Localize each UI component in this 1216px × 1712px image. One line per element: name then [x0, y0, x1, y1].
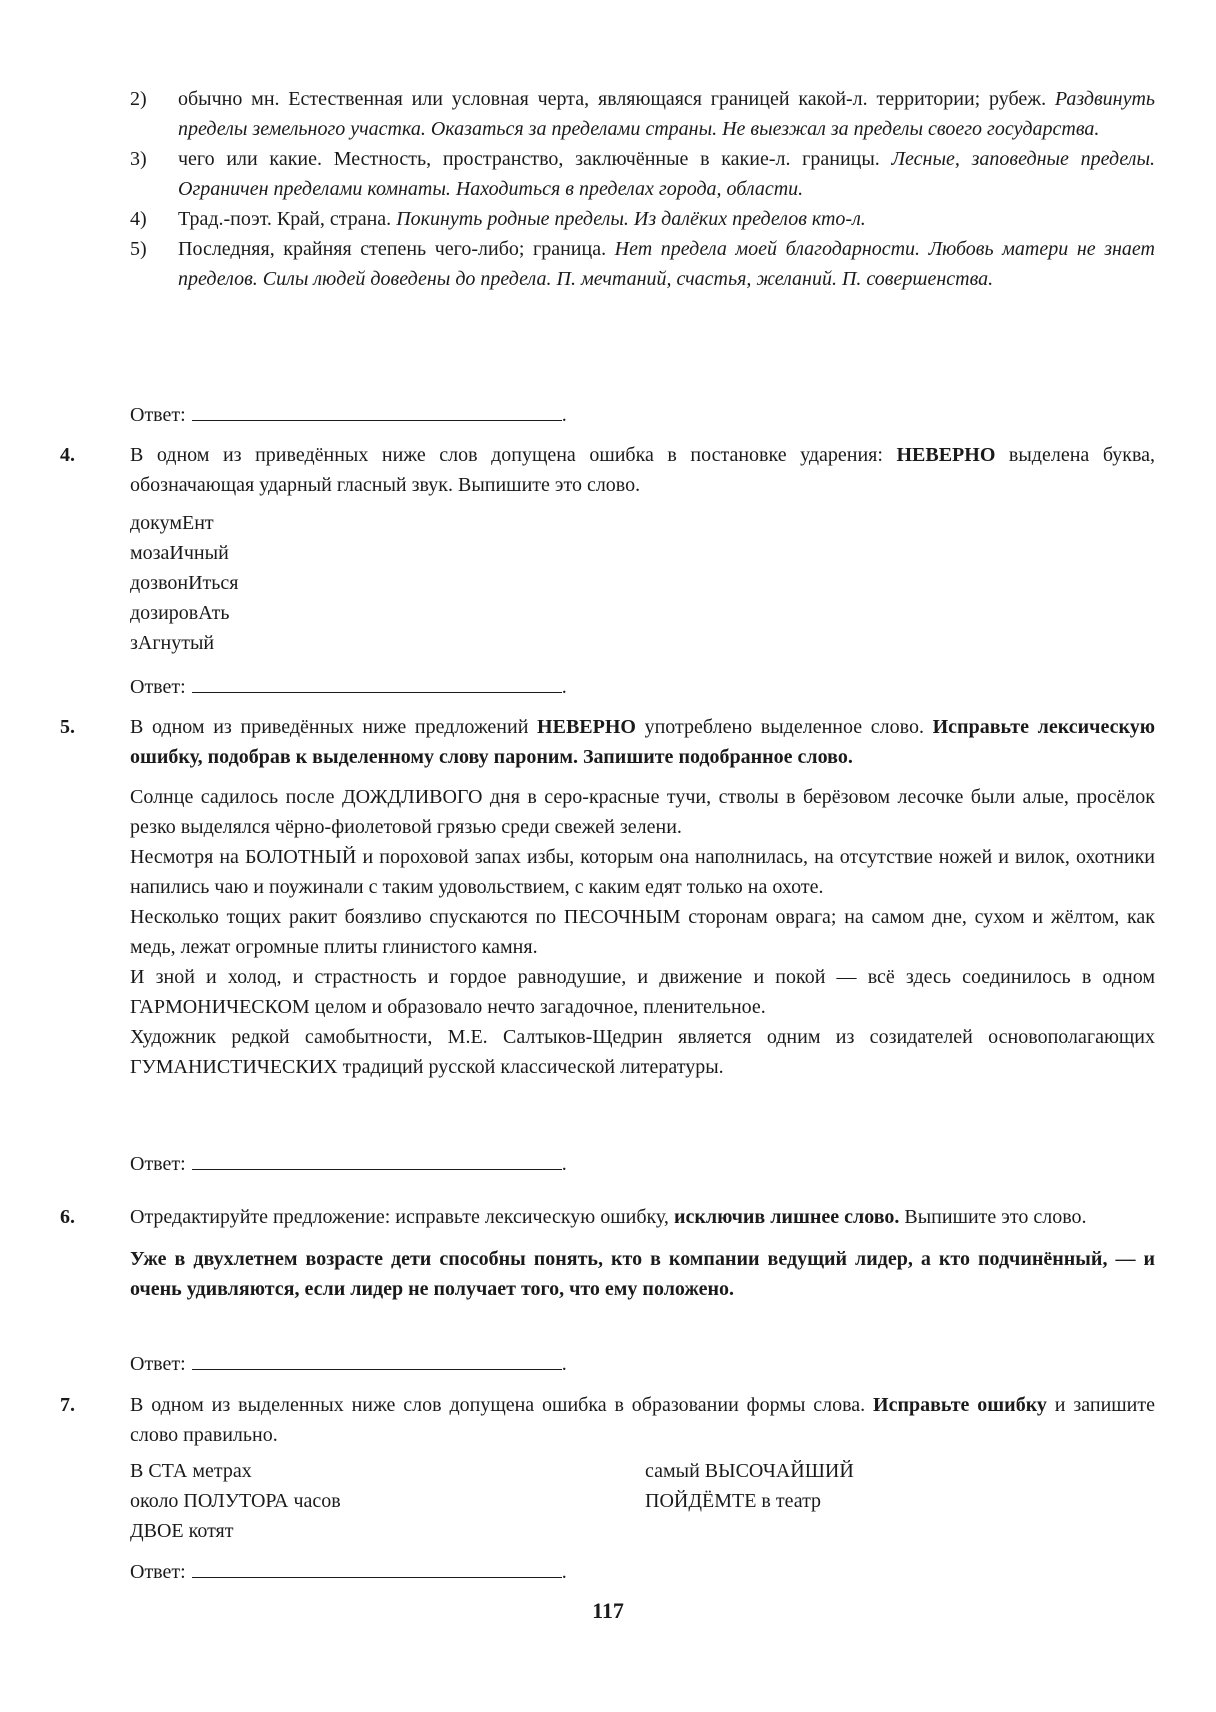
answer-label: Ответ: — [130, 676, 186, 698]
answer-row-task7 — [130, 1555, 567, 1587]
definition-examples: Нет предела моей благодарности. Любовь матери не знает пределов. Силы людей доведены до предела. П. мечтаний, счастья, желаний. П. совершенства. — [178, 238, 1155, 290]
answer-row-task3 — [130, 398, 567, 430]
task-7-left-column — [130, 1456, 645, 1546]
definition-examples: Покинуть родные пределы. Из далёких пределов кто-л. — [396, 208, 866, 230]
answer-label: Ответ: — [130, 404, 186, 426]
answer-dot: . — [561, 676, 567, 698]
list-item: И зной и холод, и страстность и гордое равнодушие, и движение и покой — всё здесь соединилось в одном ГАРМОНИЧЕСКОМ целом и образовало нечто загадочное, пленительное. — [130, 966, 1155, 1018]
answer-row-task4 — [130, 670, 567, 702]
task-4 — [130, 440, 1155, 658]
list-item: ДВОЕ котят — [130, 1520, 234, 1542]
list-item: В СТА метрах — [130, 1460, 252, 1482]
definition-text: Трад.-поэт. Край, страна. — [178, 208, 397, 230]
answer-field[interactable] — [192, 1555, 562, 1578]
task-5-sentences — [130, 782, 1155, 1082]
definition-text: обычно мн. Естественная или условная черта, являющаяся границей какой-л. территории; рубеж. — [178, 88, 1055, 110]
answer-field[interactable] — [192, 1347, 562, 1370]
definition-number: 3) — [130, 148, 147, 170]
task-number-6: 6. — [60, 1206, 75, 1228]
list-item: Солнце садилось после ДОЖДЛИВОГО дня в серо-красные тучи, стволы в берёзовом лесочке были алые, просёлок резко выделялся чёрно-фиолетовой грязью среди свежей зелени. — [130, 786, 1155, 838]
answer-dot: . — [561, 1353, 567, 1375]
task-7 — [130, 1390, 1155, 1546]
task-5-prompt: В одном из приведённых ниже предложений НЕВЕРНО употреблено выделенное слово. Исправьте лексическую ошибку, подобрав к выделенному слову пароним. Запишите подобранное слово. — [130, 716, 1155, 768]
definition-number: 2) — [130, 88, 147, 110]
task-6 — [130, 1202, 1155, 1304]
list-item: Художник редкой самобытности, М.Е. Салтыков-Щедрин является одним из созидателей основополагающих ГУМАНИСТИЧЕСКИХ традиций русской классической литературы. — [130, 1026, 1155, 1078]
task-7-prompt: В одном из выделенных ниже слов допущена ошибка в образовании формы слова. Исправьте ошибку и запишите слово правильно. — [130, 1394, 1155, 1446]
task-4-prompt: В одном из приведённых ниже слов допущена ошибка в постановке ударения: НЕВЕРНО выделена буква, обозначающая ударный гласный звук. Выпишите это слово. — [130, 444, 1156, 496]
answer-row-task6 — [130, 1347, 567, 1379]
list-item: дозвонИться — [130, 572, 239, 594]
task-7-options — [130, 1456, 1155, 1546]
answer-dot: . — [561, 1153, 567, 1175]
task-6-sentence: Уже в двухлетнем возрасте дети способны понять, кто в компании ведущий лидер, а кто подчинённый, — и очень удивляются, если лидер не получает того, что ему положено. — [130, 1248, 1155, 1300]
answer-dot: . — [561, 404, 567, 426]
definition-number: 4) — [130, 208, 147, 230]
list-item: зАгнутый — [130, 632, 215, 654]
list-item: Несколько тощих ракит боязливо спускаются по ПЕСОЧНЫМ сторонам оврага; на самом дне, сухом и жёлтом, как медь, лежат огромные плиты глинистого камня. — [130, 906, 1155, 958]
definition-number: 5) — [130, 238, 147, 260]
task-number-5: 5. — [60, 716, 75, 738]
task-number-4: 4. — [60, 444, 75, 466]
definition-text: чего или какие. Местность, пространство, заключённые в какие-л. границы. — [178, 148, 892, 170]
page-number: 117 — [592, 1598, 624, 1623]
task-4-word-list — [130, 508, 1155, 658]
answer-field[interactable] — [192, 1147, 562, 1170]
task-number-7: 7. — [60, 1394, 75, 1416]
list-item: мозаИчный — [130, 542, 229, 564]
answer-field[interactable] — [192, 398, 562, 421]
answer-label: Ответ: — [130, 1561, 186, 1583]
task-5-instruction: Исправьте лексическую ошибку, подобрав к выделенному слову пароним. Запишите подобранное слово. — [130, 716, 1155, 768]
list-item: Несмотря на БОЛОТНЫЙ и пороховой запах избы, которым она наполнилась, на отсутствие ножей и вилок, охотники напились чаю и поужинали с таким удовольствием, с каким едят только на охоте. — [130, 846, 1155, 898]
definition-item — [130, 204, 1155, 234]
answer-field[interactable] — [192, 670, 562, 693]
list-item: самый ВЫСОЧАЙШИЙ — [645, 1460, 854, 1482]
list-item: около ПОЛУТОРА часов — [130, 1490, 341, 1512]
list-item: ПОЙДЁМТЕ в театр — [645, 1490, 822, 1512]
definition-list — [130, 84, 1155, 294]
list-item: докумЕнт — [130, 512, 214, 534]
task-7-right-column — [645, 1456, 854, 1546]
definition-item — [130, 144, 1155, 204]
definition-examples: Раздвинуть пределы земельного участка. Оказаться за пределами страны. Не выезжал за пределы своего государства. — [178, 88, 1155, 140]
task-5 — [130, 712, 1155, 1082]
answer-label: Ответ: — [130, 1153, 186, 1175]
answer-row-task5 — [130, 1147, 567, 1179]
answer-label: Ответ: — [130, 1353, 186, 1375]
definition-item — [130, 84, 1155, 144]
list-item: дозировАть — [130, 602, 230, 624]
task-6-prompt: Отредактируйте предложение: исправьте лексическую ошибку, исключив лишнее слово. Выпишите это слово. — [130, 1206, 1087, 1228]
definition-text: Последняя, крайняя степень чего-либо; граница. — [178, 238, 615, 260]
answer-dot: . — [561, 1561, 567, 1583]
definition-item — [130, 234, 1155, 294]
definition-examples: Лесные, заповедные пределы. Ограничен пределами комнаты. Находиться в пределах города, области. — [178, 148, 1155, 200]
